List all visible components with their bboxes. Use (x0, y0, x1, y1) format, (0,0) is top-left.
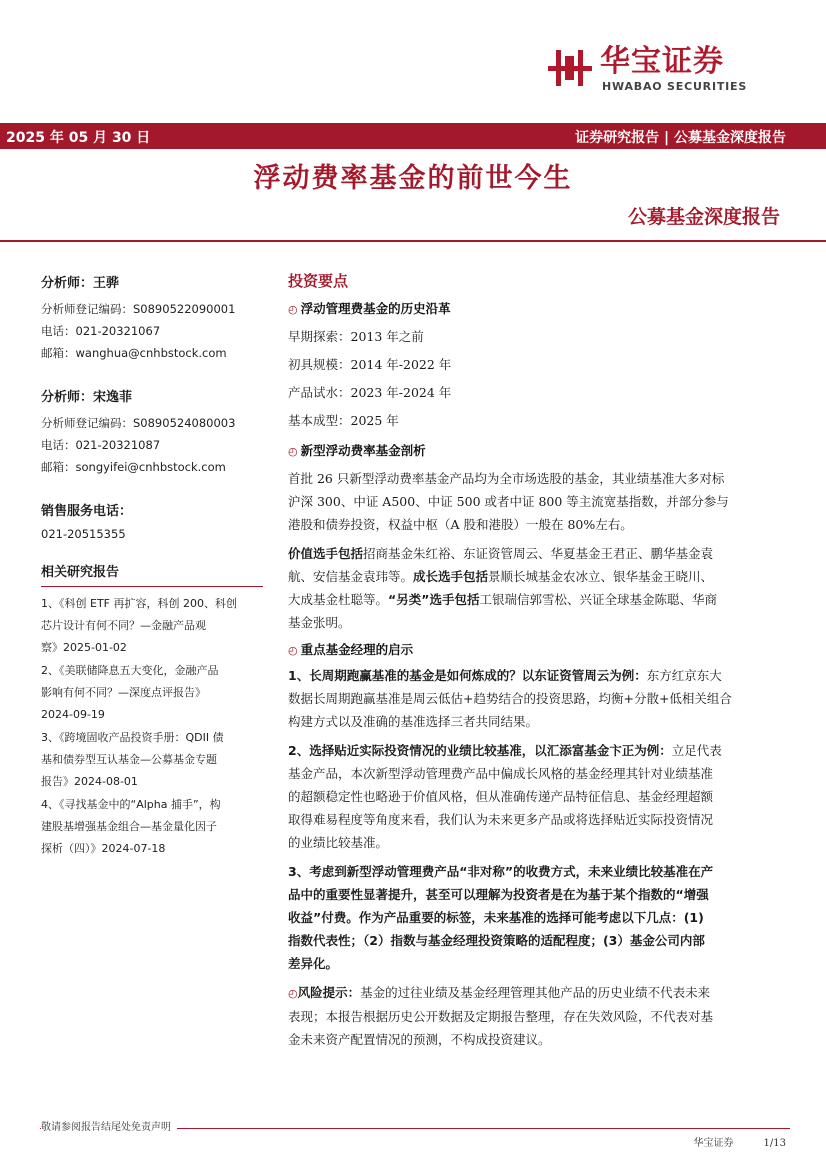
text: 大成基金杜聪等。 (288, 592, 389, 607)
paragraph (288, 860, 790, 975)
brand-name-cn: 华宝证券 (600, 44, 724, 79)
text-line: 表现；本报告根据历史公开数据及定期报告整理，存在失效风险，不代表对基 (288, 1009, 714, 1024)
report-line: 4、《寻找基金中的“Alpha 捕手”，构 (41, 798, 221, 811)
text-line (288, 664, 790, 687)
report-line: 察》2025-01-02 (41, 641, 127, 654)
history-item: 产品试水：2023 年-2024 年 (288, 385, 452, 400)
header-bar (0, 123, 826, 149)
text-line: 的超额稳定性也略逊于价值风格，但从准确传递产品特征信息、基金经理超额 (288, 789, 714, 804)
text-line: 基金张明。 (288, 615, 351, 630)
page-number: 1/13 (763, 1138, 786, 1149)
sales-contact (41, 500, 263, 541)
text-line: 差异化。 (288, 956, 339, 971)
history-item: 初具规模：2014 年-2022 年 (288, 357, 452, 372)
paragraph (288, 467, 790, 536)
text-line: 收益”付费。作为产品重要的标签，未来基准的选择可能考虑以下几点：(1) (288, 910, 704, 925)
analyst-card (41, 272, 263, 364)
analyst-card (41, 386, 263, 478)
sales-label: 销售服务电话： (41, 504, 133, 519)
text-line (288, 981, 790, 1005)
related-report-item[interactable] (41, 593, 263, 659)
report-line: 1、《科创 ETF 再扩容，科创 200、科创 (41, 597, 237, 610)
text-line: 金未来资产配置情况的预测，不构成投资建议。 (288, 1032, 551, 1047)
text-line: 构建方式以及准确的基准选择三者共同结果。 (288, 714, 539, 729)
bold-text: “另类”选手包括 (388, 592, 480, 607)
text-line: 的业绩比较基准。 (288, 835, 389, 850)
paragraph (288, 739, 790, 854)
text: 航、安信基金袁玮等。 (288, 569, 414, 584)
history-item: 基本成型：2025 年 (288, 413, 399, 428)
report-line: 探析（四）》2024-07-18 (41, 842, 166, 855)
report-line: 建股基增强基金组合—基金量化因子 (41, 820, 217, 833)
text-line (288, 565, 790, 588)
report-line: 报告》2024-08-01 (41, 775, 138, 788)
text-line: 取得难易程度等角度来看，我们认为未来更多产品或将选择贴近实际投资情况 (288, 812, 714, 827)
text: 景顺长城基金农冰立、银华基金王晓川、 (488, 569, 714, 584)
related-report-item[interactable] (41, 727, 263, 793)
footer-company: 华宝证券 (693, 1138, 734, 1149)
text-line: 首批 26 只新型浮动费率基金产品均为全市场选股的基金，其业绩基准大多对标 (288, 471, 725, 486)
text-line (288, 739, 790, 762)
text-line (288, 588, 790, 611)
paragraph (288, 664, 790, 733)
history-item: 早期探索：2013 年之前 (288, 329, 424, 344)
bullet-marker-icon: ◴ (288, 987, 298, 1000)
main-content (288, 270, 790, 1057)
bullet-heading (288, 299, 790, 317)
bold-text: 1、长周期跑赢基准的基金是如何炼成的？以东证资管周云为例： (288, 668, 647, 683)
report-subtitle: 公募基金深度报告 (627, 206, 780, 228)
text: 立足代表 (671, 743, 722, 758)
text-line (288, 542, 790, 565)
bold-text: 2、选择贴近实际投资情况的业绩比较基准，以汇添富基金卞正为例： (288, 743, 672, 758)
text: 招商基金朱红裕、东证资管周云、华夏基金王君正、鹏华基金袁 (363, 546, 714, 561)
section-title: 投资要点 (288, 272, 349, 290)
report-line: 芯片设计有何不同？—金融产品观 (41, 619, 206, 632)
title-divider (0, 240, 826, 242)
text: 东方红京东大 (646, 668, 722, 683)
text-line: 沪深 300、中证 A500、中证 500 或者中证 800 等主流宽基指数，并部分参与 (288, 494, 729, 509)
hwabao-logo-icon (548, 46, 592, 90)
analyst-email[interactable]: 邮箱：wanghua@cnhbstock.com (41, 346, 227, 360)
related-reports-title: 相关研究报告 (41, 561, 263, 587)
report-line: 2024-09-19 (41, 708, 105, 721)
report-date: 2025 年 05 月 30 日 (6, 130, 151, 146)
text: 工银瑞信郭雪松、兴证全球基金陈聪、华商 (479, 592, 717, 607)
bullet-marker-icon: ◴ (288, 303, 298, 316)
related-report-item[interactable] (41, 794, 263, 860)
analyst-reg: 分析师登记编码：S0890522090001 (41, 302, 236, 316)
text-line: 港股和债券投资，权益中枢（A 股和港股）一般在 80%左右。 (288, 517, 633, 532)
risk-warning (288, 981, 790, 1051)
report-line: 基和债券型互认基金—公募基金专题 (41, 753, 217, 766)
bullet-marker-icon: ◴ (288, 644, 298, 657)
bullet-marker-icon: ◴ (288, 445, 298, 458)
analyst-phone: 电话：021-20321087 (41, 438, 161, 452)
report-line: 2、《美联储降息五大变化，金融产品 (41, 664, 219, 677)
text-line: 指数代表性；（2）指数与基金经理投资策略的适配程度；(3）基金公司内部 (288, 933, 705, 948)
report-type: 证券研究报告 | 公募基金深度报告 (575, 130, 786, 146)
sidebar (41, 272, 263, 861)
paragraph (288, 542, 790, 634)
text-line: 基金产品，本次新型浮动管理费产品中偏成长风格的基金经理其针对业绩基准 (288, 766, 714, 781)
analyst-email[interactable]: 邮箱：songyifei@cnhbstock.com (41, 460, 226, 474)
heading-text: 新型浮动费率基金剖析 (300, 443, 426, 458)
heading-text: 重点基金经理的启示 (300, 642, 414, 657)
bold-text: 风险提示： (297, 985, 361, 1000)
analyst-phone: 电话：021-20321067 (41, 324, 161, 338)
brand-name-en: HWABAO SECURITIES (602, 80, 748, 93)
text-line: 3、考虑到新型浮动管理费产品“非对称”的收费方式，未来业绩比较基准在产 (288, 864, 714, 879)
sales-phone: 021-20515355 (41, 527, 126, 541)
report-title: 浮动费率基金的前世今生 (253, 163, 573, 194)
bold-text: 成长选手包括 (413, 569, 489, 584)
analyst-name: 分析师：王骅 (41, 276, 120, 291)
text-line: 品中的重要性显著提升，甚至可以理解为投资者是在为基于某个指数的“增强 (288, 887, 709, 902)
text-line: 数据长周期跑赢基准是周云低估+趋势结合的投资思路，均衡+分散+低相关组合 (288, 691, 732, 706)
footer-disclaimer: 敬请参阅报告结尾处免责声明 (41, 1118, 177, 1133)
company-logo (548, 44, 780, 98)
footer-info (664, 1134, 786, 1149)
bold-text: 价值选手包括 (288, 546, 364, 561)
analyst-name: 分析师：宋逸菲 (41, 390, 133, 405)
analyst-reg: 分析师登记编码：S0890524080003 (41, 416, 236, 430)
report-line: 影响有何不同？—深度点评报告》 (41, 686, 206, 699)
related-report-item[interactable] (41, 660, 263, 726)
bullet-heading (288, 640, 790, 658)
report-line: 3、《跨境固收产品投资手册：QDII 债 (41, 731, 224, 744)
heading-text: 浮动管理费基金的历史沿革 (300, 301, 451, 316)
bullet-heading (288, 441, 790, 459)
text: 基金的过往业绩及基金经理管理其他产品的历史业绩不代表未来 (360, 985, 711, 1000)
